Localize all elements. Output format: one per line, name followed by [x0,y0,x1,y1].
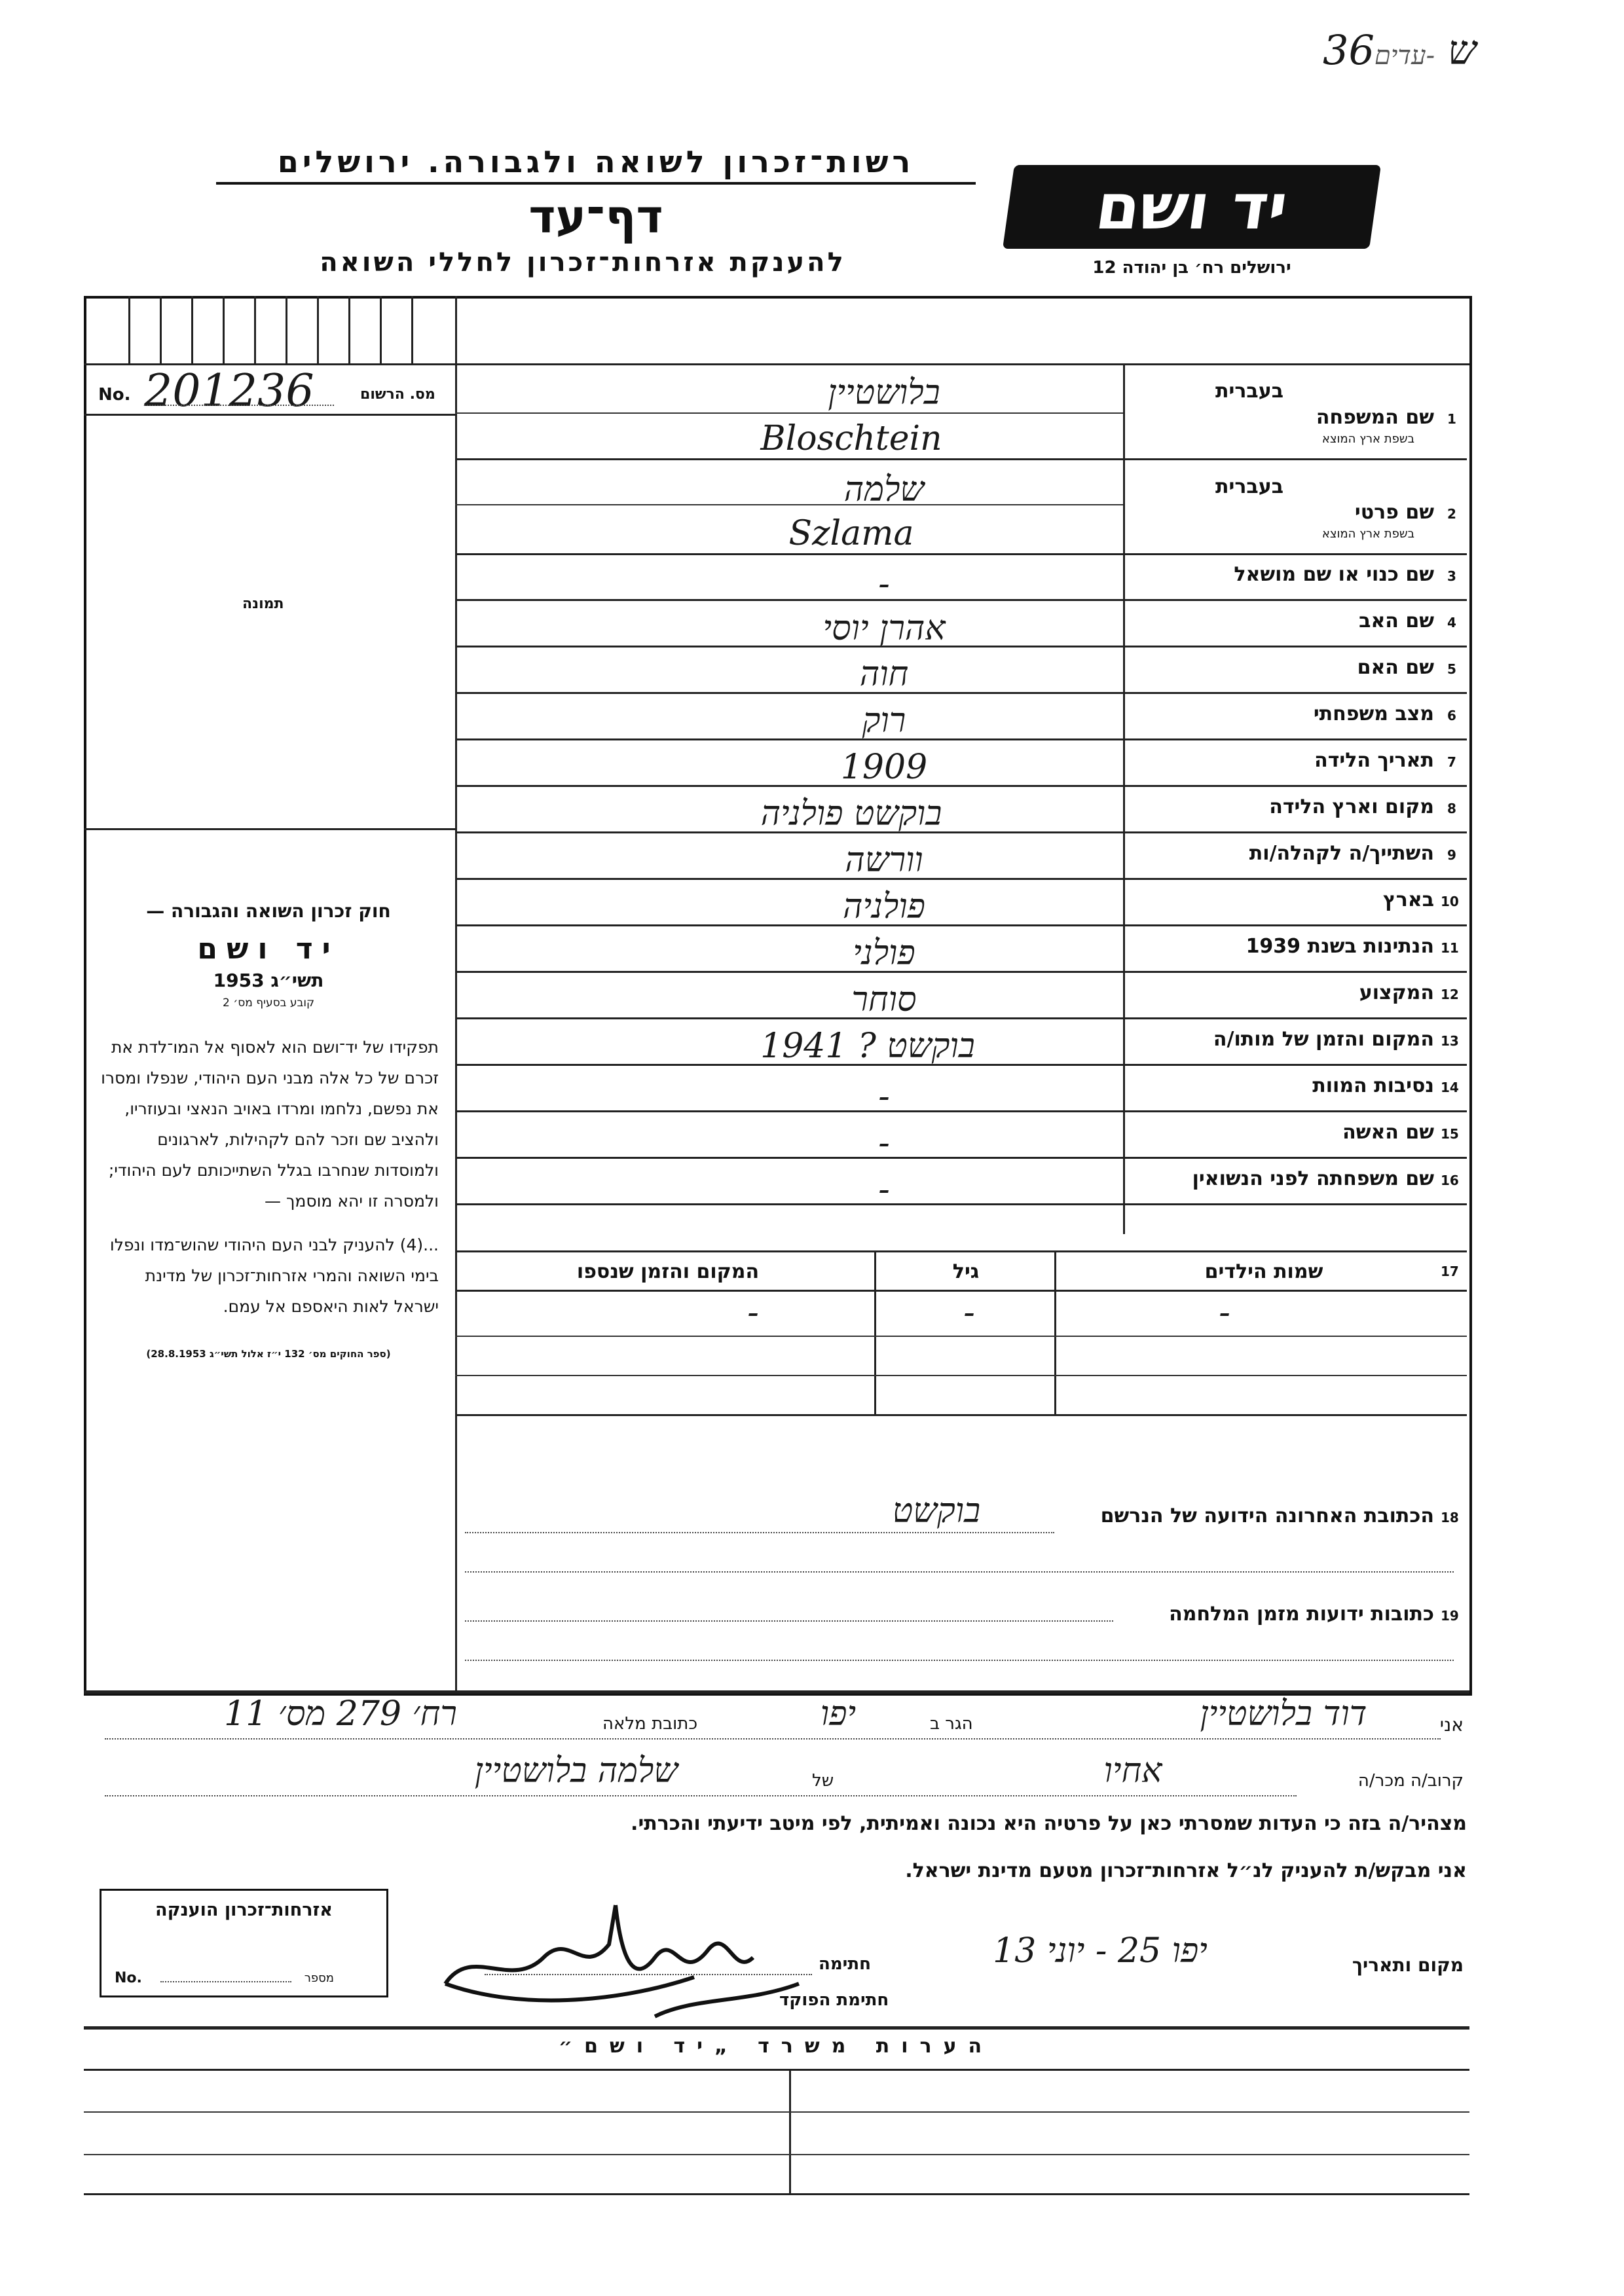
file-reference [1323,26,1477,75]
field18-value: בוקשט [892,1491,981,1531]
declarant-city: יפו [820,1694,857,1734]
strip-box [223,296,225,363]
registration-no-label: No. [98,385,131,405]
field7-number: 7 [1447,754,1456,770]
form-title: דף־עד [528,190,663,244]
law-paragraph-2: ...(4) להעניק לבני העם היהודי שהוש־מדו ונפלו בימי השואה והמרי אזרחות־זכרון של מדינת ישראל לאות היאספם אל עמם. [109,1235,439,1316]
signature-scribble [419,1886,838,2030]
field15-value: - [878,1123,890,1163]
row-line [455,1157,1467,1159]
field4-label: שם האב [1359,610,1434,632]
row-line [455,458,1467,460]
field11-number: 11 [1441,940,1459,956]
declaration-dots [105,1738,1441,1740]
field3-value: - [878,564,890,604]
form-subtitle: להענקת אזרחות־זכרון לחללי השואה [320,247,846,278]
field8-number: 8 [1447,801,1456,816]
declarant-name: דוד בלושטיין [1200,1694,1367,1734]
citizenship-number-label: מספר [304,1971,334,1985]
field18-number: 18 [1441,1510,1459,1525]
office-address: ירושלים רח׳ בן יהודה 12 [1092,258,1291,278]
field4-value: אהרן יוסי [822,609,946,648]
children-row-name: - [1219,1293,1230,1332]
field1-value-origin: Bloschtein [760,419,942,458]
field16-label: שם משפחתה לפני הנשואין [1192,1167,1434,1190]
field7-value: 1909 [840,748,928,787]
row-rule [455,412,1123,414]
law-paragraph-1: תפקידו של יד־ושם הוא לאסוף אל המו־לדת את זכרם של כל אלה מבני העם היהודי, שנפלו ומסרו את נפשם, נלחמו ומרדו באויב הנאצי ובעוזריו, ולהציב שם וזכר להם לקהילות, לארגונים ולמוסדות שנחרבו בגלל השתייכותם לעם היהודי; ולמסרה זו יהא מוסמך — [101,1038,439,1211]
citizenship-box-title: אזרחות־זכרון הוענקה [155,1900,333,1920]
place-date-label: מקום ותאריך [1352,1954,1464,1976]
row-line [455,1203,1467,1205]
law-text-block [98,900,439,1360]
law-name: יד ושם [197,932,340,966]
field6-number: 6 [1447,708,1456,723]
field12-value: סוחר [851,980,917,1019]
logo-text: יד ושם [1091,170,1293,244]
of-label: של [812,1771,834,1791]
strip-box [411,296,413,363]
file-ref-number: 36ש [1323,26,1477,74]
field16-value: - [878,1170,890,1209]
strip-box [317,296,319,363]
field3-label: שם כנוי או שם מושאל [1234,563,1434,586]
field5-number: 5 [1447,661,1456,677]
relative-label: קרוב/ה מכר/ה [1357,1771,1464,1791]
strip-box [128,296,130,363]
officer-signature-label: חתימת הפוקד [779,1990,889,2010]
field15-label: שם האשה [1342,1121,1434,1144]
strip-box [380,296,382,363]
field1-hebrew-tag: בעברית [1215,380,1283,403]
children-header-line [455,1290,1467,1292]
file-ref-suffix: -עדים [1374,41,1435,71]
field18-dots [465,1532,1054,1533]
yad-vashem-logo [1003,165,1381,249]
field5-label: שם האם [1357,656,1434,679]
registration-dots [144,405,334,406]
signature-label: חתימה [819,1954,871,1974]
field10-number: 10 [1441,894,1459,909]
full-address-label: כתובת מלאה [602,1714,698,1734]
remarks-title: הערות משרד „יד ושם״ [558,2035,994,2058]
field10-label: בארץ [1382,888,1434,911]
lives-in-label: הגר ב [930,1714,973,1734]
strip-box [286,296,287,363]
registration-number [98,365,445,417]
label-column-divider [1123,363,1125,1234]
remarks-header-line [84,2069,1469,2071]
remarks-rule [84,2154,1469,2155]
field19-number: 19 [1441,1608,1459,1624]
law-clause: קובע בסעיף מס׳ 2 [222,996,315,1010]
children-header-age: גיל [952,1260,980,1283]
field15-number: 15 [1441,1126,1459,1142]
field17-number: 17 [1441,1264,1459,1279]
row-line [455,553,1467,555]
field2-origin-tag: בשפת ארץ המוצא [1321,527,1414,541]
field12-number: 12 [1441,987,1459,1002]
field1-origin-tag: בשפת ארץ המוצא [1321,432,1414,446]
field13-value: בוקשט ? 1941 [760,1027,975,1066]
field16-number: 16 [1441,1173,1459,1188]
field2-hebrew-tag: בעברית [1215,475,1283,498]
field14-label: נסיבות המוות [1312,1074,1434,1097]
field12-label: המקצוע [1359,981,1434,1004]
field11-value: פולני [853,934,915,973]
deceased-name: שלמה בלושטיין [474,1751,678,1791]
citizenship-no-label: No. [115,1970,142,1986]
row-line [455,1250,1467,1252]
field18-label: הכתובת האחרונה הידועה של הנרשם [1100,1504,1434,1527]
field19-dots [465,1660,1454,1661]
field13-label: המקום והזמן של מותו/ה [1213,1028,1434,1051]
field2-value-hebrew: שלמה [843,470,925,509]
field9-value: וורשה [845,841,923,880]
field6-value: רוק [862,701,906,740]
children-row-age: - [963,1293,975,1332]
field9-label: השתייך/ה לקהלה/ות [1249,842,1434,865]
row-line [455,1110,1467,1112]
statement-2: אני מבקש/ת להעניק לנ״ל אזרחות־זכרון מטעם מדינת ישראל. [905,1859,1467,1882]
field6-label: מצב משפחתי [1313,702,1434,725]
field7-label: תאריך הלידה [1314,749,1434,772]
children-col-divider [874,1250,876,1414]
field18-dots [465,1571,1454,1573]
field2-label: שם פרטי [1354,501,1434,524]
children-row-rule [455,1336,1467,1337]
children-col-divider [1054,1250,1056,1414]
photo-bottom-line [84,828,455,830]
strip-box [160,296,162,363]
field1-number: 1 [1447,411,1456,427]
children-header-names: שמות הילדים [1204,1260,1323,1283]
authority-line: רשות־זכרון לשואה ולגבורה. ירושלים [216,144,976,185]
field8-value: בוקשט פולניה [760,794,942,833]
strip-box [254,296,256,363]
field3-number: 3 [1447,568,1456,584]
field13-number: 13 [1441,1033,1459,1049]
field1-value-hebrew: בלושטיין [828,373,940,412]
photo-label: תמונה [242,596,284,612]
law-source: (ספר החוקים מס׳ 132 י״ז אלול תשי״ג 28.8.1953) [146,1348,391,1360]
law-heading: חוק זכרון השואה והגבורה — [146,900,391,922]
field19-dots [465,1620,1113,1622]
declarant-address: רח׳ 279 מס׳ 11 [224,1694,457,1734]
registration-value: 201236 [144,365,314,417]
field19-label: כתובות ידועות מזמן המלחמה [1169,1603,1434,1626]
field14-value: - [878,1077,890,1116]
registration-label: מס. הרשום [360,386,435,403]
field2-number: 2 [1447,506,1456,522]
children-row-rule [455,1375,1467,1376]
field4-number: 4 [1447,615,1456,630]
remarks-divider [789,2069,791,2193]
declaration-dots [105,1795,1297,1796]
children-table-bottom [455,1414,1467,1416]
remarks-rule [84,2111,1469,2113]
field11-label: הנתינות בשנת 1939 [1246,935,1434,958]
declaration-top-line [84,1690,1469,1694]
strip-box [191,296,193,363]
declaration-ani: אני [1439,1714,1464,1736]
field8-label: מקום וארץ הלידה [1269,795,1434,818]
strip-box [348,296,350,363]
children-row-place: - [747,1293,759,1332]
relation-value: אחיו [1103,1751,1162,1791]
field5-value: חוה [859,655,909,694]
remarks-bottom-line [84,2193,1469,2195]
field14-number: 14 [1441,1080,1459,1095]
citizenship-number-dots [160,1981,291,1982]
remarks-top-line [84,2026,1469,2030]
citizenship-box [100,1889,388,1997]
field1-label: שם המשפחה [1316,406,1434,429]
field10-value: פולניה [843,887,925,926]
photo-top-line [84,414,455,416]
place-date-value: יפו 25 - יוני 13 [993,1931,1208,1971]
statement-1: מצהיר/ה בזה כי העדות שמסרתי כאן על פרטיה היא נכונה ואמיתית, לפי מיטב ידיעתי והכרתי. [631,1812,1467,1835]
field2-value-origin: Szlama [788,514,914,553]
field9-number: 9 [1447,847,1456,863]
children-header-place-time: המקום והזמן שנספו [576,1260,760,1283]
law-year: תשי״ג 1953 [213,970,324,991]
